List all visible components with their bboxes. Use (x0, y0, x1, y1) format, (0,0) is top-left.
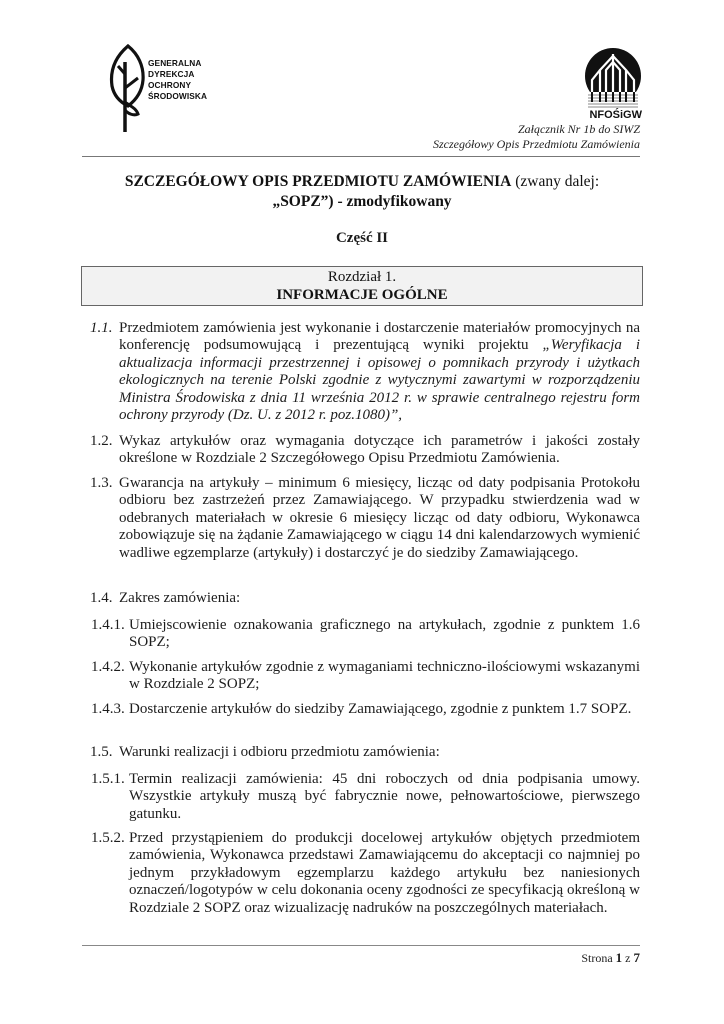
document-title (82, 172, 642, 212)
section-text: Wykonanie artykułów zgodnie z wymaganiami techniczno-ilościowymi wskazanymi w Rozdziale 2 SOPZ; (129, 659, 640, 693)
title-bold: SZCZEGÓŁOWY OPIS PRZEDMIOTU ZAMÓWIENIA (124, 173, 512, 190)
section-text: Gwarancja na artykuły – minimum 6 miesięcy, licząc od daty podpisania Protokołu odbioru bez zastrzeżeń przez Zamawiającego. W przypadku stwierdzenia wad w odebranych materiałach w okresie 6 miesięcy licząc od daty odbioru, Wykonawca zobowiązuje się na żądanie Zamawiającego w ciągu 14 dni kalendarzowych wymienić wadliwe egzemplarze (artykuły) i dostarczyć je do siedziby Zamawiającego. (119, 475, 640, 561)
logo-line: DYREKCJA (148, 69, 195, 79)
leaf-icon (108, 44, 148, 136)
page-label: Strona (581, 951, 613, 965)
chapter-label: Rozdział 1. (327, 269, 397, 285)
section-number: 1.5.2. (91, 830, 125, 846)
title-line2: „SOPZ”) - zmodyfikowany (272, 193, 452, 210)
document-name: Szczegółowy Opis Przedmiotu Zamówienia (433, 137, 640, 151)
section-text: Termin realizacji zamówienia: 45 dni roboczych od dnia podpisania umowy. Wszystkie artykuły muszą być fabrycznie nowe, pełnowartościowe, pierwszego gatunku. (129, 771, 640, 822)
logo-line: ŚRODOWISKA (148, 91, 208, 101)
nfosigw-logo (578, 46, 648, 112)
nfosigw-logo-text: NFOŚiGW (589, 109, 642, 121)
attachment-label: Załącznik Nr 1b do SIWZ (517, 122, 640, 136)
section-number: 1.4. (90, 590, 113, 606)
chapter-heading-box (81, 266, 643, 306)
section-number: 1.1. (90, 320, 113, 336)
page-total: 7 (633, 950, 640, 965)
section-text (119, 320, 640, 424)
page-current: 1 (615, 950, 623, 965)
section-text-plain: Przedmiotem zamówienia jest wykonanie i dostarczenie materiałów promocyjnych na konferencję podsumowującą i prezentującą wyniki projektu (119, 320, 640, 354)
section-text: Wykaz artykułów oraz wymagania dotyczące ich parametrów i jakości zostały określone w Rozdziale 2 Szczegółowego Opisu Przedmiotu Zamówienia. (119, 433, 640, 467)
section-number: 1.3. (90, 475, 113, 491)
section-text: Przed przystąpieniem do produkcji docelowej artykułów objętych przedmiotem zamówienia, Wykonawca przedstawi Zamawiającemu do akceptacji co najmniej po jednym przykładowym egzemplarzu każdego artykułu bez naniesionych oznaczeń/logotypów w celu dokonania oceny zgodności ze specyfikacją określoną w Rozdziale 2 SOPZ oraz wizualizację nadruków na poszczególnych materiałach. (129, 830, 640, 916)
footer-divider (82, 945, 640, 946)
header-divider (82, 156, 640, 157)
section-number: 1.5. (90, 744, 113, 760)
chapter-title: INFORMACJE OGÓLNE (276, 286, 448, 303)
section-text-italic: „Weryfikacja i aktualizacja informacji przestrzennej i opisowej o pomnikach przyrody i użytkach ekologicznych na terenie Polski zgodnie z wytycznymi zawartymi w rozporządzeniu Ministra Środowiska z dnia 11 września 2012 r. w sprawie centralnego rejestru form ochrony przyrody (Dz. U. z 2012 r. poz.1080)”, (119, 337, 640, 424)
gdos-logo-text (148, 58, 207, 102)
section-text: Zakres zamówienia: (119, 590, 241, 606)
nfosigw-emblem-icon (578, 46, 648, 110)
header-info (433, 122, 640, 152)
page-number (581, 950, 640, 966)
logo-line: GENERALNA (148, 58, 202, 68)
section-number: 1.4.1. (91, 617, 125, 633)
section-text: Dostarczenie artykułów do siedziby Zamawiającego, zgodnie z punktem 1.7 SOPZ. (129, 701, 632, 717)
title-rest: (zwany dalej: (511, 173, 600, 190)
section-text: Umiejscowienie oznakowania graficznego na artykułach, zgodnie z punktem 1.6 SOPZ; (129, 617, 640, 651)
part-title: Część II (335, 230, 389, 246)
section-number: 1.4.2. (91, 659, 125, 675)
page-separator: z (625, 951, 631, 965)
section-number: 1.2. (90, 433, 113, 449)
section-number: 1.5.1. (91, 771, 125, 787)
section-text: Warunki realizacji i odbioru przedmiotu zamówienia: (119, 744, 440, 760)
section-number: 1.4.3. (91, 701, 125, 717)
logo-line: OCHRONY (148, 80, 192, 90)
